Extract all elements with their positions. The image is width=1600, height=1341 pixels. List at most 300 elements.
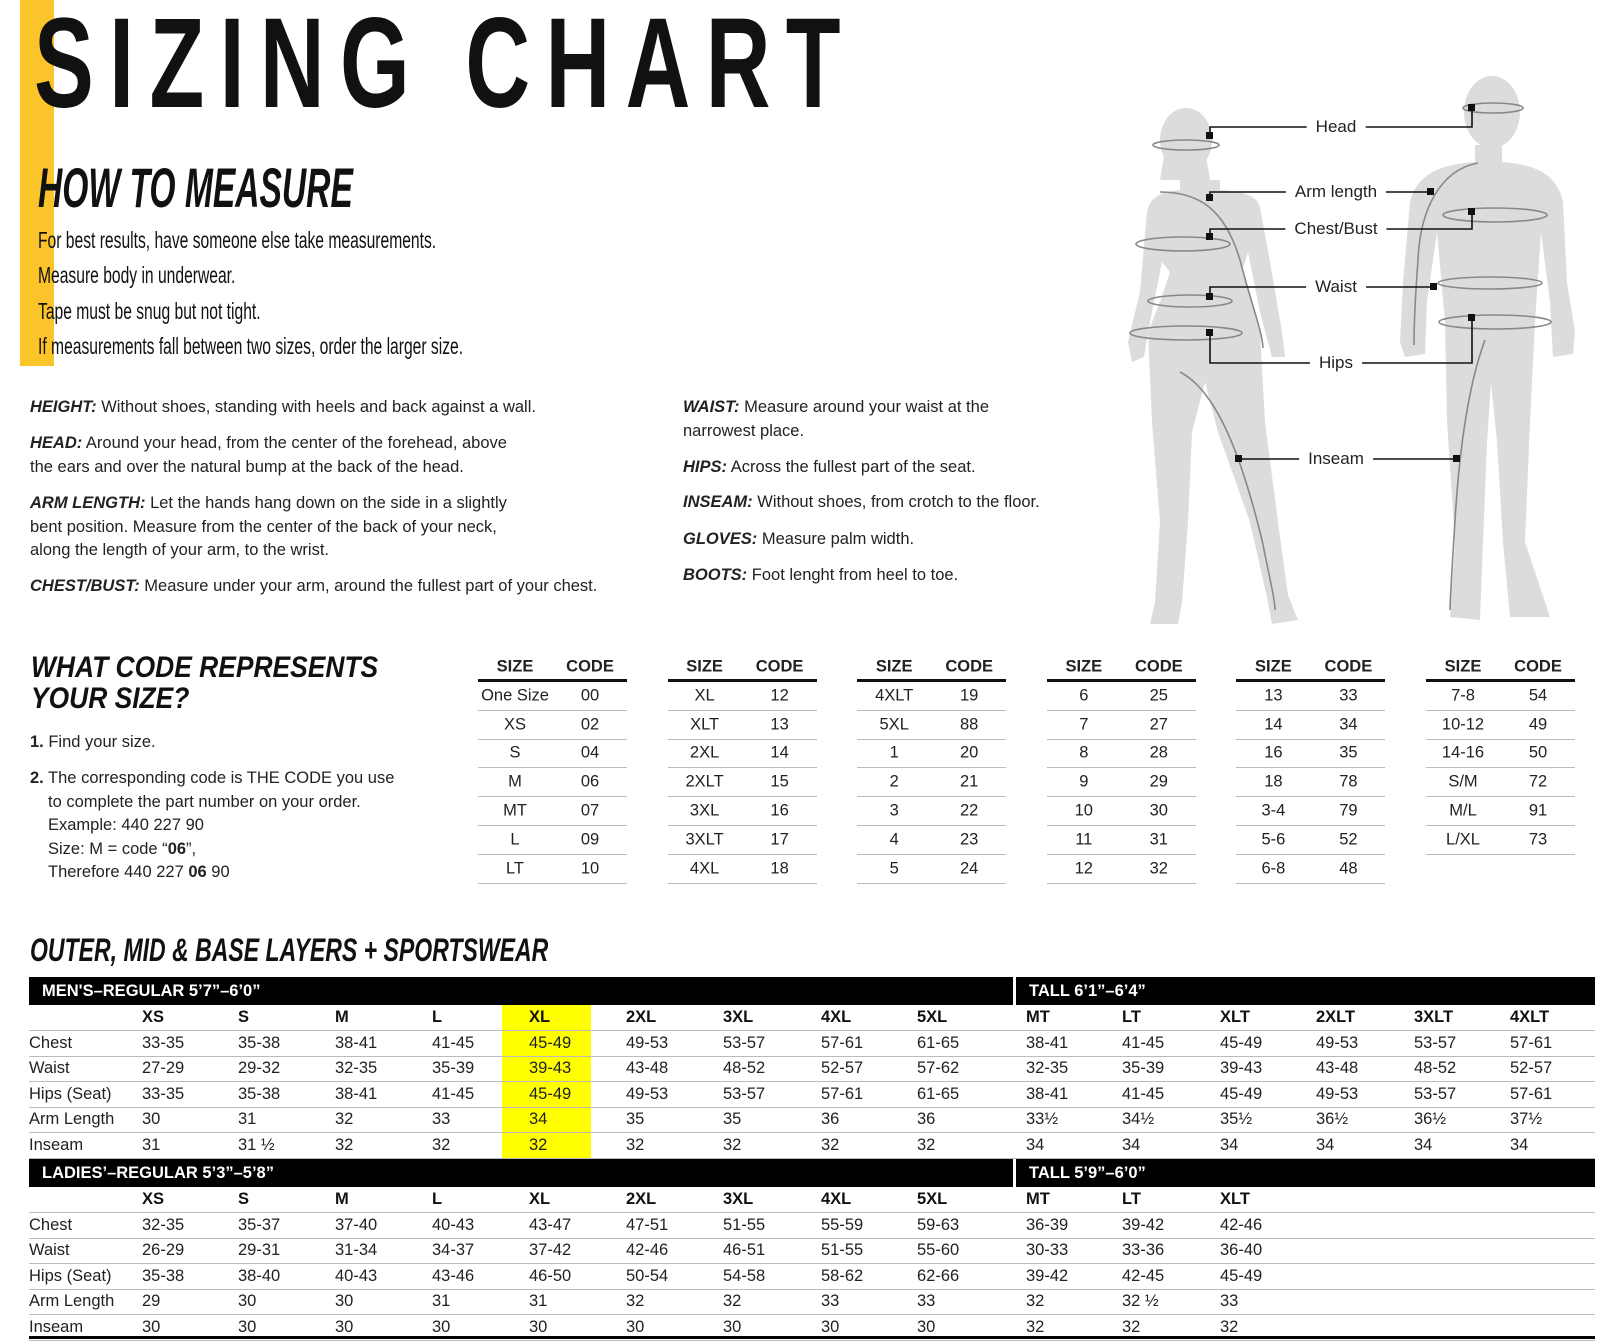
code-table-row <box>1236 682 1385 711</box>
code-table-header <box>1047 655 1196 682</box>
description-label: HEIGHT: <box>30 398 97 416</box>
description-label: GLOVES: <box>683 530 758 548</box>
code-title-line1: WHAT CODE REPRESENTS <box>31 651 379 684</box>
table-cell: 35-38 <box>142 1266 185 1285</box>
size-header: SIZE <box>686 657 723 676</box>
description-label: WAIST: <box>683 398 740 416</box>
size-column-header: XLT <box>1220 1190 1250 1208</box>
table-cell: 33-36 <box>1122 1241 1165 1259</box>
table-row <box>29 1031 1595 1057</box>
code-table-row <box>1047 682 1196 711</box>
code-table-row <box>857 855 1006 884</box>
text: Therefore 440 227 <box>48 863 189 881</box>
tall-header-label: TALL 5’9”–6’0” <box>1029 1164 1146 1182</box>
table-cell: 32 <box>335 1135 354 1154</box>
size-column-header: 4XL <box>821 1008 852 1026</box>
code-table-row <box>857 711 1006 740</box>
step-1-text: Find your size. <box>43 733 156 751</box>
size-cell: 4XLT <box>875 686 914 705</box>
code-cell: 04 <box>580 743 600 762</box>
description-item <box>683 456 976 480</box>
table-cell: 46-51 <box>723 1241 766 1259</box>
size-column-header: 2XL <box>626 1008 657 1026</box>
code-cell: 21 <box>960 772 979 791</box>
figure-label-head: Head <box>1307 117 1366 137</box>
table-cell: 59-63 <box>917 1215 960 1234</box>
code-cell: 32 <box>1149 859 1168 878</box>
table-cell: 30 <box>335 1292 354 1310</box>
code-cell: 06 <box>580 772 600 791</box>
size-cell: 4XL <box>689 859 720 878</box>
size-column-header: 3XL <box>723 1008 754 1026</box>
table-cell: 32 <box>917 1135 936 1154</box>
row-label: Chest <box>29 1215 73 1234</box>
table-cell: 49-53 <box>1316 1084 1359 1103</box>
table-cell: 29-31 <box>238 1241 281 1259</box>
text: ”, <box>186 839 197 858</box>
code-cell: 54 <box>1528 686 1548 705</box>
table-cell: 51-55 <box>821 1241 864 1259</box>
tip-3: Tape must be snug but not tight. <box>38 298 261 324</box>
code-table <box>1426 655 1575 855</box>
code-cell: 73 <box>1528 830 1548 849</box>
code-table-row <box>1426 768 1575 797</box>
tall-header-bar <box>1016 977 1595 1005</box>
table-cell: 41-45 <box>432 1084 475 1103</box>
table-cell: 42-45 <box>1122 1266 1165 1285</box>
table-cell: 43-48 <box>1316 1059 1359 1077</box>
table-cell: 35 <box>626 1110 645 1128</box>
table-cell: 30 <box>917 1317 936 1336</box>
man-silhouette <box>1400 76 1575 620</box>
table-cell: 36-39 <box>1026 1215 1069 1234</box>
size-column-header: M <box>335 1008 349 1026</box>
table-cell: 35-38 <box>238 1033 281 1052</box>
code-table <box>1236 655 1385 884</box>
code-table-row <box>668 682 817 711</box>
size-column-header: XL <box>529 1190 551 1208</box>
size-cell: L/XL <box>1446 830 1480 849</box>
description-item <box>683 528 914 552</box>
description-text: Foot lenght from heel to toe. <box>747 566 959 584</box>
table-cell: 36½ <box>1316 1110 1349 1128</box>
table-cell: 31 <box>432 1292 451 1310</box>
table-cell: 30 <box>529 1317 548 1336</box>
table-cell: 46-50 <box>529 1266 572 1285</box>
table-cell: 33 <box>917 1292 936 1310</box>
code-table-row <box>478 768 627 797</box>
size-column-header: S <box>238 1190 250 1208</box>
table-cell: 32-35 <box>335 1059 378 1077</box>
table-cell: 36 <box>821 1110 840 1128</box>
size-column-header: LT <box>1122 1190 1141 1208</box>
description-item <box>30 492 507 563</box>
code-table <box>1047 655 1196 884</box>
code-table-row <box>1236 797 1385 826</box>
row-label: Hips (Seat) <box>29 1084 112 1103</box>
size-column-header: XS <box>142 1008 165 1026</box>
table-cell: 30-33 <box>1026 1241 1069 1259</box>
size-cell: One Size <box>481 686 549 705</box>
code-header: CODE <box>755 657 804 676</box>
description-text: Around your head, from the center of the forehead, above the ears and over the natural bump at the back of the head. <box>30 434 507 476</box>
size-column-header: S <box>238 1008 250 1026</box>
code-table-row <box>857 740 1006 769</box>
code-title-line2: YOUR SIZE? <box>31 682 190 715</box>
size-cell: 12 <box>1074 859 1093 878</box>
table-cell: 31-34 <box>335 1241 378 1259</box>
code-cell: 28 <box>1149 743 1168 762</box>
code-cell: 50 <box>1528 743 1548 762</box>
size-cell: 10 <box>1074 801 1093 820</box>
size-cell: 5XL <box>879 715 909 734</box>
size-cell: 9 <box>1079 772 1089 791</box>
code-table-row <box>668 768 817 797</box>
code-table-row <box>668 855 817 884</box>
table-cell: 37-40 <box>335 1215 378 1234</box>
code-cell: 79 <box>1339 801 1358 820</box>
size-header-row <box>29 1005 1595 1031</box>
row-label: Arm Length <box>29 1110 115 1128</box>
table-cell: 32 <box>626 1292 645 1310</box>
code-cell: 52 <box>1339 830 1358 849</box>
code-cell: 14 <box>770 743 789 762</box>
step-2-size-line <box>30 838 394 862</box>
size-column-header: 5XL <box>917 1008 948 1026</box>
table-cell: 34 <box>1026 1135 1045 1154</box>
size-cell: 2XLT <box>685 772 724 791</box>
table-cell: 58-62 <box>821 1266 864 1285</box>
code-table <box>857 655 1006 884</box>
code-cell: 33 <box>1339 686 1358 705</box>
table-cell: 38-41 <box>1026 1084 1069 1103</box>
code-cell: 16 <box>770 801 789 820</box>
size-column-header: XLT <box>1220 1008 1250 1026</box>
table-cell: 41-45 <box>1122 1084 1165 1103</box>
size-cell: 6 <box>1079 686 1089 705</box>
regular-header-bar <box>29 977 1013 1005</box>
description-text: Across the fullest part of the seat. <box>727 458 976 476</box>
code-cell: 09 <box>580 830 600 849</box>
code-cell: 23 <box>960 830 979 849</box>
description-item <box>30 432 507 479</box>
size-cell: 5-6 <box>1261 830 1286 849</box>
table-cell: 42-46 <box>1220 1215 1263 1234</box>
table-cell: 32 <box>335 1110 354 1128</box>
table-cell: 33-35 <box>142 1033 185 1052</box>
table-cell: 26-29 <box>142 1241 185 1259</box>
code-header: CODE <box>1134 657 1183 676</box>
code-cell: 13 <box>770 715 789 734</box>
table-cell: 30 <box>142 1317 161 1336</box>
description-label: INSEAM: <box>683 493 753 511</box>
table-row <box>29 1238 1595 1264</box>
size-cell: 14-16 <box>1441 743 1485 762</box>
table-cell: 33 <box>432 1110 451 1128</box>
table-cell: 31 <box>529 1292 548 1310</box>
table-cell: 42-46 <box>626 1241 669 1259</box>
code-table-row <box>478 711 627 740</box>
table-cell: 53-57 <box>723 1084 766 1103</box>
table-cell: 52-57 <box>1510 1059 1553 1077</box>
table-cell: 32 <box>1026 1317 1045 1336</box>
code-table-row <box>857 768 1006 797</box>
size-cell: 7 <box>1079 715 1089 734</box>
table-cell: 45-49 <box>1220 1084 1263 1103</box>
table-cell: 57-61 <box>821 1084 864 1103</box>
code-table <box>478 655 627 884</box>
table-cell: 62-66 <box>917 1266 960 1285</box>
table-cell: 52-57 <box>821 1059 864 1077</box>
code-table-row <box>1426 682 1575 711</box>
table-cell: 45-49 <box>529 1084 572 1103</box>
code-table-row <box>1047 797 1196 826</box>
code-cell: 17 <box>770 830 789 849</box>
table-cell: 50-54 <box>626 1266 669 1285</box>
size-column-header: L <box>432 1008 443 1026</box>
size-cell: XLT <box>690 715 720 734</box>
figure-label-inseam: Inseam <box>1299 449 1373 469</box>
table-cell: 34 <box>529 1110 548 1128</box>
code-cell: 78 <box>1339 772 1358 791</box>
table-cell: 38-41 <box>335 1033 378 1052</box>
regular-header-label: LADIES’–REGULAR 5’3”–5’8” <box>42 1164 274 1182</box>
table-cell: 40-43 <box>335 1266 378 1285</box>
size-cell: 3 <box>889 801 899 820</box>
size-cell: 4 <box>889 830 899 849</box>
table-cell: 45-49 <box>1220 1033 1263 1052</box>
code-table-row <box>1426 740 1575 769</box>
size-cell: 16 <box>1264 743 1283 762</box>
table-cell: 32 <box>626 1135 645 1154</box>
size-cell: LT <box>505 859 525 878</box>
code-table-row <box>478 797 627 826</box>
code-cell: 30 <box>1149 801 1168 820</box>
size-cell: 13 <box>1264 686 1283 705</box>
text: Size: M = code “ <box>48 839 168 858</box>
step-2-line1: The corresponding code is THE CODE you use <box>43 769 395 787</box>
table-cell: 43-48 <box>626 1059 669 1077</box>
code-cell: 35 <box>1339 743 1358 762</box>
size-cell: 14 <box>1264 715 1283 734</box>
table-cell: 39-43 <box>529 1059 572 1077</box>
table-cell: 34-37 <box>432 1241 475 1259</box>
table-cell: 37-42 <box>529 1241 572 1259</box>
code-table-header <box>1236 655 1385 682</box>
code-table-row <box>478 855 627 884</box>
table-cell: 32 <box>432 1135 451 1154</box>
code-table-row <box>1047 855 1196 884</box>
table-cell: 47-51 <box>626 1215 669 1234</box>
code-table <box>668 655 817 884</box>
table-row <box>29 1264 1595 1290</box>
code-table-row <box>1426 711 1575 740</box>
table-cell: 45-49 <box>1220 1266 1263 1285</box>
code-cell: 12 <box>770 686 789 705</box>
code-table-row <box>668 826 817 855</box>
table-cell: 33-35 <box>142 1084 185 1103</box>
table-row <box>29 1082 1595 1108</box>
code-header: CODE <box>1324 657 1373 676</box>
size-column-header: MT <box>1026 1008 1050 1026</box>
tall-header-bar <box>1016 1159 1595 1187</box>
code-table-row <box>1236 740 1385 769</box>
size-cell: 2XL <box>689 743 720 762</box>
code-table-row <box>1236 855 1385 884</box>
description-label: HEAD: <box>30 434 83 452</box>
table-cell: 34 <box>1414 1135 1433 1154</box>
table-cell: 41-45 <box>1122 1033 1165 1052</box>
code-table-row <box>857 797 1006 826</box>
code-cell: 07 <box>580 801 600 820</box>
description-label: BOOTS: <box>683 566 748 584</box>
code-cell: 88 <box>960 715 979 734</box>
size-column-header: L <box>432 1190 443 1208</box>
table-cell: 30 <box>335 1317 354 1336</box>
code-cell: 34 <box>1339 715 1358 734</box>
size-cell: M <box>508 772 522 791</box>
code-table-header <box>1426 655 1575 682</box>
code-cell: 27 <box>1149 715 1168 734</box>
code-table-header <box>857 655 1006 682</box>
description-item <box>30 396 536 420</box>
figure-label-waist: Waist <box>1306 277 1366 297</box>
description-text: Measure around your waist at the narrowest place. <box>683 398 989 440</box>
table-cell: 32 <box>821 1135 840 1154</box>
code-bold: 06 <box>167 839 187 858</box>
table-cell: 37½ <box>1510 1110 1543 1128</box>
table-cell: 32 <box>1026 1292 1045 1310</box>
table-cell: 40-43 <box>432 1215 475 1234</box>
code-table-row <box>668 711 817 740</box>
size-cell: 10-12 <box>1441 715 1485 734</box>
code-table-row <box>1047 711 1196 740</box>
code-cell: 25 <box>1149 686 1168 705</box>
table-cell: 53-57 <box>1414 1084 1457 1103</box>
table-cell: 35-37 <box>238 1215 281 1234</box>
code-section-title <box>31 652 378 714</box>
table-cell: 33 <box>821 1292 840 1310</box>
size-column-header: 2XL <box>626 1190 657 1208</box>
table-cell: 45-49 <box>529 1033 572 1052</box>
code-table-row <box>668 740 817 769</box>
size-column-header: XL <box>529 1008 551 1026</box>
table-cell: 35-39 <box>1122 1059 1165 1077</box>
size-column-header: 2XLT <box>1316 1008 1356 1026</box>
regular-header-bar <box>29 1159 1013 1187</box>
table-cell: 36½ <box>1414 1110 1447 1128</box>
table-cell: 32 <box>529 1135 548 1154</box>
table-cell: 57-61 <box>1510 1084 1553 1103</box>
row-label: Chest <box>29 1033 73 1052</box>
size-table-title: OUTER, MID & BASE LAYERS + SPORTSWEAR <box>30 932 549 968</box>
table-cell: 31 <box>238 1110 257 1128</box>
table-row <box>29 1056 1595 1082</box>
table-cell: 29-32 <box>238 1059 281 1077</box>
size-cell: M/L <box>1449 801 1477 820</box>
size-cell: 18 <box>1264 772 1283 791</box>
code-cell: 10 <box>580 859 600 878</box>
table-cell: 35 <box>723 1110 742 1128</box>
table-cell: 61-65 <box>917 1033 960 1052</box>
table-cell: 34 <box>1220 1135 1239 1154</box>
table-cell: 30 <box>432 1317 451 1336</box>
table-cell: 30 <box>626 1317 645 1336</box>
step-1 <box>30 731 156 755</box>
table-cell: 53-57 <box>723 1033 766 1052</box>
row-label: Inseam <box>29 1317 84 1336</box>
table-cell: 30 <box>238 1292 257 1310</box>
description-item <box>683 396 989 443</box>
tip-2: Measure body in underwear. <box>38 262 236 288</box>
table-cell: 49-53 <box>1316 1033 1359 1052</box>
code-header: CODE <box>1514 657 1562 676</box>
code-cell: 49 <box>1528 715 1548 734</box>
code-table-row <box>1426 797 1575 826</box>
table-cell: 30 <box>142 1110 161 1128</box>
step-1-number: 1. <box>30 733 44 751</box>
how-to-measure-heading: HOW TO MEASURE <box>38 156 353 219</box>
size-header: SIZE <box>1065 657 1103 676</box>
code-table-row <box>857 682 1006 711</box>
table-cell: 61-65 <box>917 1084 960 1103</box>
description-text: Measure palm width. <box>757 530 915 548</box>
code-header: CODE <box>945 657 994 676</box>
table-cell: 38-41 <box>335 1084 378 1103</box>
size-cell: 3-4 <box>1261 801 1286 820</box>
table-cell: 51-55 <box>723 1215 766 1234</box>
size-column-header: MT <box>1026 1190 1050 1208</box>
row-label: Arm Length <box>29 1292 115 1310</box>
table-cell: 48-52 <box>723 1059 766 1077</box>
table-cell: 34 <box>1122 1135 1141 1154</box>
table-cell: 30 <box>238 1317 257 1336</box>
code-cell: 22 <box>960 801 979 820</box>
table-cell: 33 <box>1220 1292 1239 1310</box>
row-label: Inseam <box>29 1135 84 1154</box>
code-table-row <box>1047 768 1196 797</box>
size-column-header: 4XLT <box>1510 1008 1550 1026</box>
table-cell: 31 ½ <box>238 1135 275 1154</box>
code-table-row <box>1047 740 1196 769</box>
code-table-row <box>1426 826 1575 855</box>
table-cell: 32 <box>723 1292 742 1310</box>
table-cell: 48-52 <box>1414 1059 1457 1077</box>
figure-label-chest: Chest/Bust <box>1285 219 1386 239</box>
size-cell: MT <box>503 801 527 820</box>
description-text: Without shoes, from crotch to the floor. <box>752 493 1040 511</box>
size-cell: 3XL <box>689 801 720 820</box>
text: 90 <box>206 863 230 881</box>
table-row <box>29 1107 1595 1133</box>
table-cell: 55-60 <box>917 1241 960 1259</box>
table-cell: 30 <box>723 1317 742 1336</box>
row-label: Hips (Seat) <box>29 1266 112 1285</box>
size-column-header: 3XL <box>723 1190 754 1208</box>
size-cell: 8 <box>1079 743 1089 762</box>
regular-header-label: MEN'S–REGULAR 5’7”–6’0” <box>42 982 261 1000</box>
table-cell: 32-35 <box>142 1215 185 1234</box>
row-label: Waist <box>29 1241 70 1259</box>
size-column-header: LT <box>1122 1008 1141 1026</box>
size-cell: L <box>510 830 520 849</box>
table-cell: 36 <box>917 1110 936 1128</box>
description-item <box>683 491 1040 515</box>
table-cell: 30 <box>821 1317 840 1336</box>
code-table-row <box>478 740 627 769</box>
code-table-row <box>1236 826 1385 855</box>
code-header: CODE <box>566 657 614 676</box>
